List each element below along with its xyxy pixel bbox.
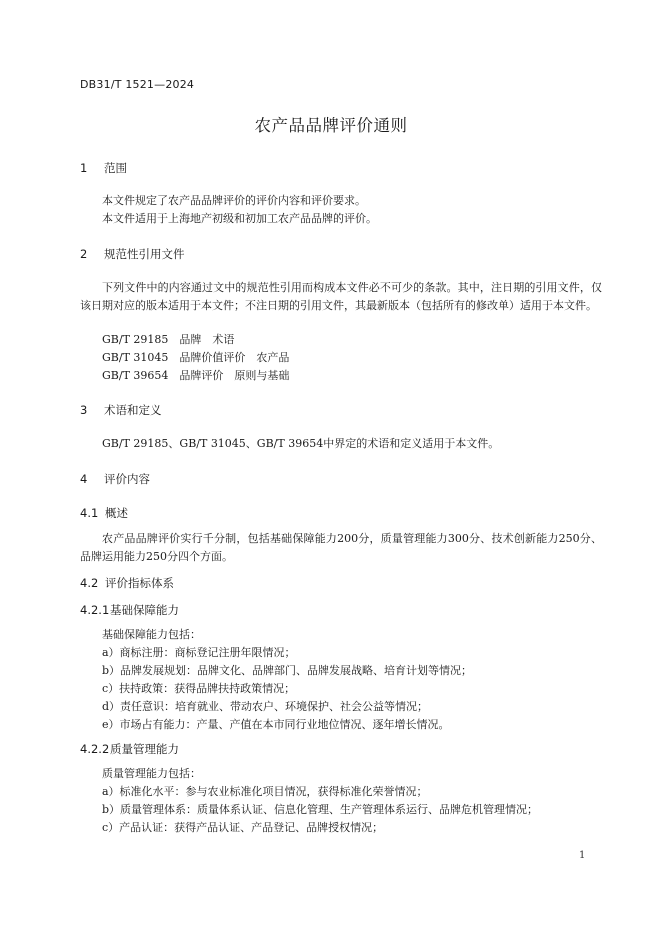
list-item: d）责任意识：培育就业、带动农户、环境保护、社会公益等情况； [102, 700, 429, 713]
section-title: 术语和定义 [104, 403, 162, 417]
section-3-line: GB/T 29185、GB/T 31045、GB/T 39654中界定的术语和定义适用于本文件。 [102, 437, 500, 450]
section-number: 4 [80, 472, 88, 486]
section-number: 3 [80, 403, 88, 417]
document-code: DB31/T 1521—2024 [80, 78, 195, 91]
section-title: 评价内容 [104, 472, 150, 486]
list-item: a）商标注册：商标登记注册年限情况； [102, 646, 296, 659]
reference-item: GB/T 31045 品牌价值评价 农产品 [102, 351, 290, 364]
section-title: 范围 [104, 161, 127, 175]
section-4-1-heading [80, 505, 128, 521]
section-number: 4.1 [80, 506, 99, 520]
section-4-2-2-intro: 质量管理能力包括： [102, 767, 201, 780]
section-1-line-2: 本文件适用于上海地产初级和初加工农产品品牌的评价。 [102, 212, 377, 225]
section-title: 基础保障能力 [110, 603, 179, 617]
list-item: e）市场占有能力：产量、产值在本市同行业地位情况、逐年增长情况。 [102, 718, 450, 731]
section-4-2-2-heading [80, 741, 179, 757]
section-title: 概述 [105, 506, 128, 520]
section-2-paragraph: 下列文件中的内容通过文中的规范性引用而构成本文件必不可少的条款。其中，注日期的引用文件，仅该日期对应的版本适用于本文件；不注日期的引用文件，其最新版本（包括所有的修改单）适用于本文件。 [80, 281, 602, 312]
section-3-heading [80, 402, 162, 418]
section-4-1-paragraph: 农产品品牌评价实行千分制，包括基础保障能力200分，质量管理能力300分、技术创新能力250分、品牌运用能力250分四个方面。 [80, 532, 602, 563]
section-number: 4.2.1 [80, 603, 110, 617]
section-title: 规范性引用文件 [104, 247, 185, 261]
section-4-heading [80, 471, 150, 487]
document-title: 农产品品牌评价通则 [254, 116, 408, 135]
section-4-2-1-heading [80, 602, 179, 618]
list-item: c）扶持政策：获得品牌扶持政策情况； [102, 682, 296, 695]
section-1-heading [80, 160, 127, 176]
section-4-2-1-intro: 基础保障能力包括： [102, 628, 201, 641]
section-title: 评价指标体系 [105, 576, 174, 590]
page-number: 1 [579, 850, 586, 861]
section-number: 4.2.2 [80, 742, 110, 756]
section-4-2-heading [80, 575, 174, 591]
section-number: 2 [80, 247, 88, 261]
list-item: b）质量管理体系：质量体系认证、信息化管理、生产管理体系运行、品牌危机管理情况； [102, 803, 539, 816]
list-item: c）产品认证：获得产品认证、产品登记、品牌授权情况； [102, 821, 384, 834]
section-2-heading [80, 246, 185, 262]
section-number: 4.2 [80, 576, 99, 590]
list-item: a）标准化水平：参与农业标准化项目情况，获得标准化荣誉情况； [102, 785, 428, 798]
section-title: 质量管理能力 [110, 742, 179, 756]
section-number: 1 [80, 161, 88, 175]
list-item: b）品牌发展规划：品牌文化、品牌部门、品牌发展战略、培育计划等情况； [102, 664, 473, 677]
section-1-line-1: 本文件规定了农产品品牌评价的评价内容和评价要求。 [102, 194, 366, 207]
reference-item: GB/T 39654 品牌评价 原则与基础 [102, 369, 290, 382]
reference-item: GB/T 29185 品牌 术语 [102, 333, 235, 346]
